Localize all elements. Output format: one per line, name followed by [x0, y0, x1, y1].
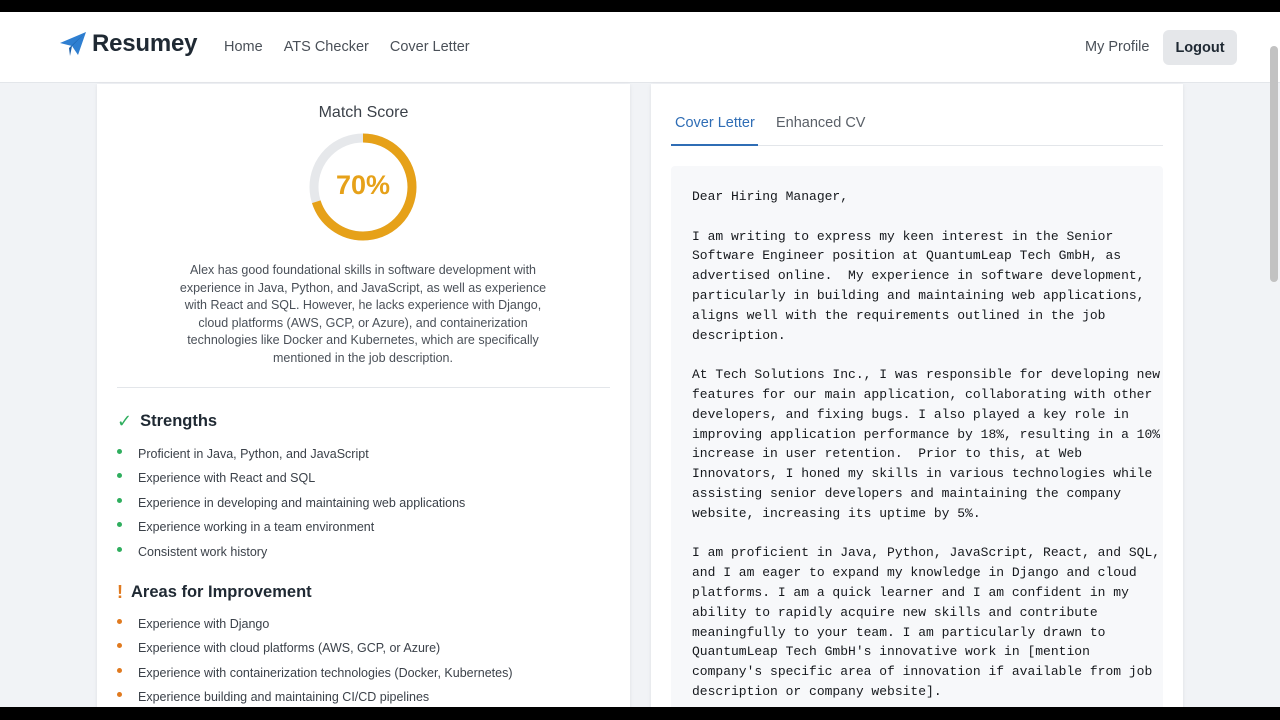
match-score-gauge	[307, 131, 419, 243]
improvement-list	[117, 616, 513, 707]
bullet-icon	[117, 643, 122, 648]
logout-button[interactable]: Logout	[1163, 30, 1237, 65]
app-screen	[0, 12, 1280, 707]
list-item: Experience building and maintaining CI/CD pipelines	[117, 689, 513, 707]
match-score-value: 70%	[335, 170, 391, 200]
list-item: Experience with cloud platforms (AWS, GCP, or Azure)	[117, 640, 513, 664]
bullet-icon	[117, 473, 122, 478]
match-summary: Alex has good foundational skills in software development with experience in Java, Python, and JavaScript, as well as experience with React and SQL. However, he lacks experience with Django, cloud platforms (AWS, GCP, or Azure), and containerization technologies like Docker and Kubernetes, which are specifically mentioned in the job description.	[179, 263, 547, 365]
list-item: Experience working in a team environment	[117, 519, 465, 543]
page-scrollbar[interactable]	[1270, 46, 1278, 282]
bullet-icon	[117, 547, 122, 552]
top-navbar	[0, 12, 1280, 83]
cover-letter-box[interactable]	[671, 166, 1163, 707]
output-panel	[651, 84, 1183, 707]
improvement-title: Areas for Improvement	[131, 583, 312, 601]
list-item: Experience in developing and maintaining web applications	[117, 495, 465, 519]
strengths-heading	[117, 411, 217, 432]
list-item: Proficient in Java, Python, and JavaScript	[117, 446, 465, 470]
list-item: Experience with containerization technologies (Docker, Kubernetes)	[117, 665, 513, 689]
analysis-panel	[97, 84, 630, 707]
nav-link-cover-letter[interactable]: Cover Letter	[389, 39, 470, 55]
tab-enhanced-cv[interactable]: Enhanced CV	[776, 115, 866, 131]
strengths-list	[117, 446, 465, 568]
bullet-icon	[117, 522, 122, 527]
improvement-heading	[117, 582, 312, 603]
my-profile-link[interactable]: My Profile	[1085, 39, 1150, 55]
bullet-icon	[117, 498, 122, 503]
paper-plane-icon	[58, 29, 88, 59]
nav-link-ats-checker[interactable]: ATS Checker	[283, 39, 369, 55]
match-score-title: Match Score	[318, 104, 409, 121]
bullet-icon	[117, 619, 122, 624]
list-item: Experience with Django	[117, 616, 513, 640]
brand-logo[interactable]	[58, 29, 197, 59]
nav-links	[224, 39, 470, 55]
list-item: Experience with React and SQL	[117, 470, 465, 494]
brand-name: Resumey	[92, 30, 198, 57]
strengths-title: Strengths	[140, 412, 218, 430]
bullet-icon	[117, 692, 122, 697]
active-tab-indicator	[671, 144, 758, 146]
list-item: Consistent work history	[117, 544, 465, 568]
bullet-icon	[117, 449, 122, 454]
section-divider	[117, 387, 610, 388]
cover-letter-text[interactable]: Dear Hiring Manager, I am writing to express my keen interest in the Senior Software Engineer position at QuantumLeap Tech GmbH, as advertised online. My experience in software development, particularly in building and maintaining web applications, aligns well with the requirements outlined in the job description. At Tech Solutions Inc., I was responsible for developing new features for our main application, collaborating with other developers, and fixing bugs. I also played a key role in improving application performance by 18%, resulting in a 10% increase in user retention. Prior to this, at Web Innovators, I honed my skills in various technologies while assisting senior developers and maintaining the company website, increasing its uptime by 5%. I am proficient in Java, Python, JavaScript, React, and SQL, and I am eager to expand my knowledge in Django and cloud platforms. I am a quick learner and I am confident in my ability to rapidly acquire new skills and contribute meaningfully to your team. I am particularly drawn to QuantumLeap Tech GmbH's innovative work in [mention company's specific area of innovation if available from job description or company website].	[692, 189, 1161, 699]
check-icon: ✓	[117, 411, 133, 431]
tab-cover-letter[interactable]: Cover Letter	[675, 115, 755, 131]
nav-link-home[interactable]: Home	[224, 39, 263, 55]
exclamation-icon: !	[117, 582, 123, 602]
output-tabs	[671, 102, 1163, 146]
bullet-icon	[117, 668, 122, 673]
